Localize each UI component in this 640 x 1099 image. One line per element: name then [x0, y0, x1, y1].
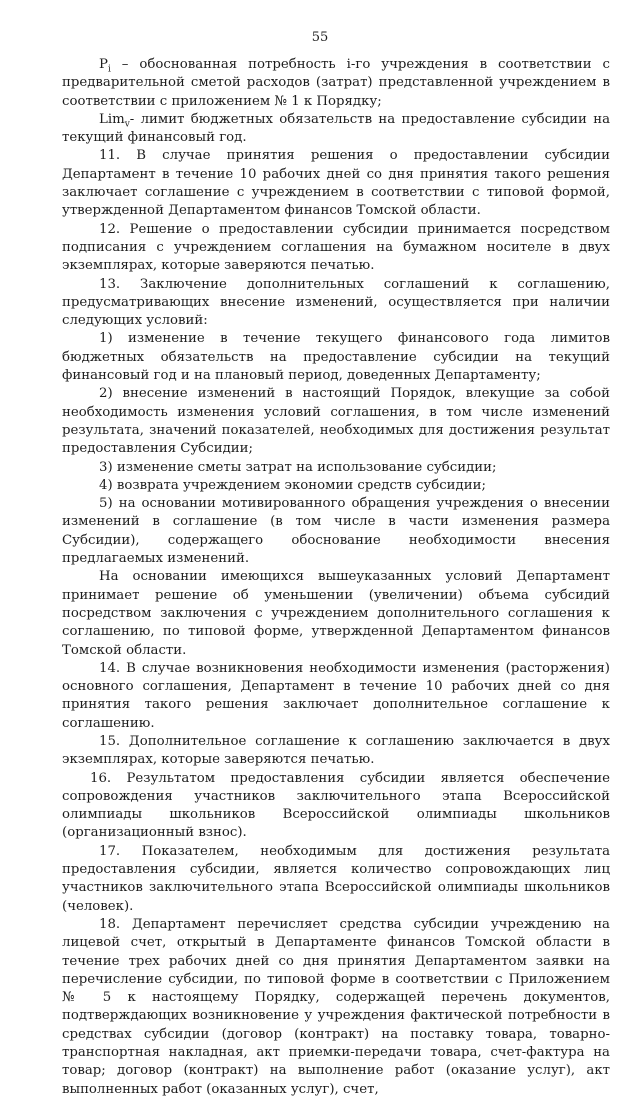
paragraph: 14. В случае возникновения необходимости изменения (расторжения) основного соглашения, Департамент в течение 10 рабочих дней со дня принятия такого решения заключает дополнительное соглашение к соглашению.	[62, 660, 610, 731]
list-item: 1) изменение в течение текущего финансового года лимитов бюджетных обязательств на предоставление субсидии на текущий финансовый год и на плановый период, доведенных Департаменту;	[62, 331, 610, 384]
paragraph: На основании имеющихся вышеуказанных условий Департамент принимает решение об уменьшении (увеличении) объема субсидий посредством заключения с учреждением дополнительного соглашения к соглашению, по типовой форме, утвержденной Департаментом финансов Томской области.	[62, 569, 610, 658]
paragraph-formula-pi	[62, 56, 610, 111]
document-body	[62, 56, 610, 1099]
paragraph: 11. В случае принятия решения о предоставлении субсидии Департамент в течение 10 рабочих дней со дня принятия такого решения заключает соглашение с учреждением в соответствии с типовой формой, утвержденной Департаментом финансов Томской области.	[62, 148, 610, 219]
formula-subscript: v	[124, 119, 130, 130]
formula-definition: – обоснованная потребность i-го учреждения в соответствии с предварительной сметой расходов (затрат) представленной учреждением в соответствии с приложением № 1 к Порядку;	[62, 57, 610, 109]
formula-symbol: Lim	[99, 111, 125, 127]
paragraph: 18. Департамент перечисляет средства субсидии учреждению на лицевой счет, открытый в Департаменте финансов Томской области в течение трех рабочих дней со дня принятия Департаментом заявки на перечисление субсидии, по типовой форме в соответствии с Приложением № 5 к настоящему Порядку, содержащей перечень документов, подтверждающих возникновение у учреждения фактической потребности в средствах субсидии (договор (контракт) на поставку товара, товарно-транспортная накладная, акт приемки-передачи товара, счет-фактура на товар; договор (контракт) на выполнение работ (оказание услуг), акт выполненных работ (оказанных услуг), счет,	[62, 916, 610, 1097]
list-item: 2) внесение изменений в настоящий Порядок, влекущие за собой необходимость изменения условий соглашения, в том числе изменений результата, значений показателей, необходимых для достижения результат предоставления Субсидии;	[62, 386, 610, 457]
paragraph: 12. Решение о предоставлении субсидии принимается посредством подписания с учреждением соглашения на бумажном носителе в двух экземплярах, которые заверяются печатью.	[62, 221, 610, 274]
list-item: 3) изменение сметы затрат на использование субсидии;	[99, 459, 497, 475]
formula-definition: - лимит бюджетных обязательств на предоставление субсидии на текущий финансовый год.	[62, 111, 610, 146]
list-item: 5) на основании мотивированного обращения учреждения о внесении изменений в соглашение (в том числе в части изменения размера Субсидии), содержащего обоснование необходимости внесения предлагаемых изменений.	[62, 496, 610, 567]
paragraph: 16. Результатом предоставления субсидии является обеспечение сопровождения участников заключительного этапа Всероссийской олимпиады школьников Всероссийской олимпиады школьников (организационный взнос).	[62, 770, 610, 841]
formula-subscript: i	[107, 64, 111, 75]
list-item: 4) возврата учреждением экономии средств субсидии;	[99, 477, 486, 493]
paragraph-formula-lim	[62, 111, 610, 148]
paragraph: 15. Дополнительное соглашение к соглашению заключается в двух экземплярах, которые заверяются печатью.	[62, 733, 610, 768]
paragraph: 13. Заключение дополнительных соглашений к соглашению, предусматривающих внесение изменений, осуществляется при наличии следующих условий:	[62, 276, 610, 329]
paragraph: 17. Показателем, необходимым для достижения результата предоставления субсидии, является количество сопровождающих лиц участников заключительного этапа Всероссийской олимпиады школьников (человек).	[62, 843, 610, 914]
page-number: 55	[311, 30, 329, 45]
formula-symbol: P	[99, 57, 108, 72]
